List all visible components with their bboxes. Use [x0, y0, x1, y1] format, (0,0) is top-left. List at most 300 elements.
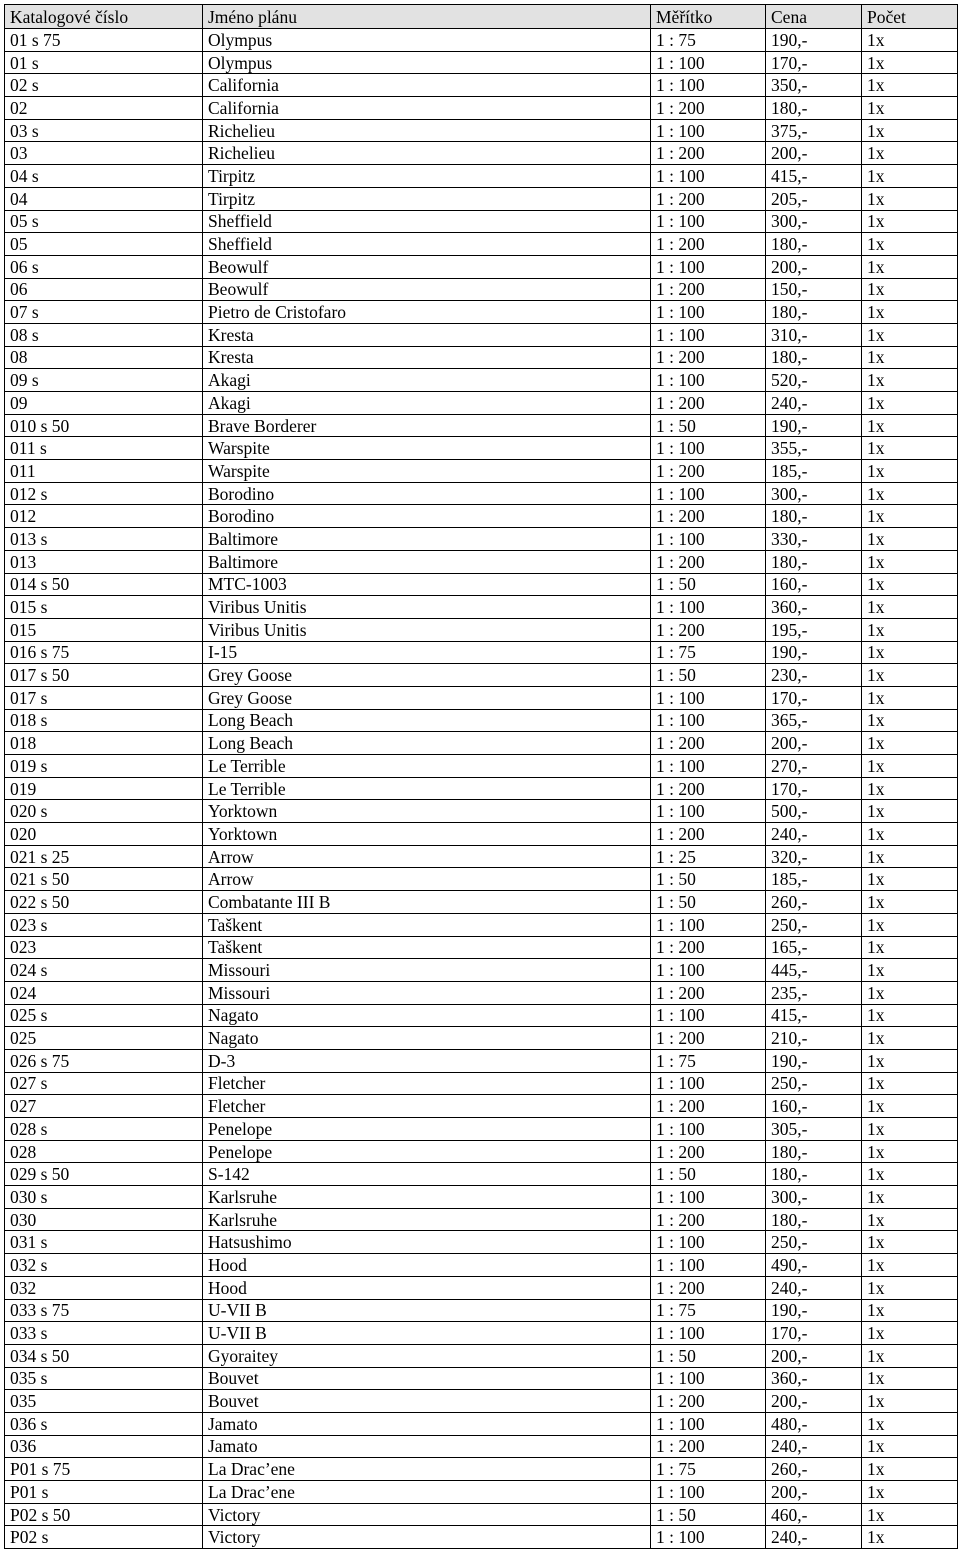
- catalog-number-cell: 06: [5, 278, 203, 301]
- count-cell: 1x: [862, 482, 958, 505]
- catalog-number-cell: 020 s: [5, 800, 203, 823]
- table-row: [5, 482, 958, 505]
- price-cell: 300,-: [766, 1186, 862, 1209]
- price-cell: 355,-: [766, 437, 862, 460]
- count-cell: 1x: [862, 777, 958, 800]
- count-cell: 1x: [862, 165, 958, 188]
- count-cell: 1x: [862, 278, 958, 301]
- price-cell: 240,-: [766, 1276, 862, 1299]
- plan-name-cell: Penelope: [203, 1118, 651, 1141]
- plan-name-cell: Warspite: [203, 460, 651, 483]
- plan-name-cell: Bouvet: [203, 1390, 651, 1413]
- price-cell: 180,-: [766, 1163, 862, 1186]
- count-cell: 1x: [862, 233, 958, 256]
- catalog-number-cell: 011 s: [5, 437, 203, 460]
- catalog-number-cell: 021 s 25: [5, 845, 203, 868]
- scale-cell: 1 : 100: [651, 1254, 766, 1277]
- table-row: [5, 800, 958, 823]
- catalog-number-cell: 05: [5, 233, 203, 256]
- table-row: [5, 1458, 958, 1481]
- table-row: [5, 1186, 958, 1209]
- table-row: [5, 278, 958, 301]
- price-cell: 240,-: [766, 1435, 862, 1458]
- table-row: [5, 1322, 958, 1345]
- table-row: [5, 868, 958, 891]
- table-row: [5, 936, 958, 959]
- scale-cell: 1 : 50: [651, 1163, 766, 1186]
- catalog-number-cell: 033 s: [5, 1322, 203, 1345]
- header-price: Cena: [766, 5, 862, 29]
- table-row: [5, 119, 958, 142]
- catalog-number-cell: 035: [5, 1390, 203, 1413]
- scale-cell: 1 : 50: [651, 414, 766, 437]
- price-cell: 170,-: [766, 1322, 862, 1345]
- price-cell: 415,-: [766, 1004, 862, 1027]
- plan-name-cell: California: [203, 97, 651, 120]
- scale-cell: 1 : 200: [651, 1435, 766, 1458]
- scale-cell: 1 : 100: [651, 74, 766, 97]
- scale-cell: 1 : 200: [651, 1208, 766, 1231]
- count-cell: 1x: [862, 1072, 958, 1095]
- plan-name-cell: Akagi: [203, 369, 651, 392]
- scale-cell: 1 : 100: [651, 1526, 766, 1549]
- price-cell: 240,-: [766, 392, 862, 415]
- scale-cell: 1 : 200: [651, 1027, 766, 1050]
- table-row: [5, 1072, 958, 1095]
- catalog-number-cell: 024: [5, 981, 203, 1004]
- plan-name-cell: Warspite: [203, 437, 651, 460]
- price-cell: 250,-: [766, 1072, 862, 1095]
- plan-name-cell: Pietro de Cristofaro: [203, 301, 651, 324]
- table-row: [5, 369, 958, 392]
- plan-name-cell: I-15: [203, 641, 651, 664]
- catalog-number-cell: 03: [5, 142, 203, 165]
- plan-name-cell: Borodino: [203, 482, 651, 505]
- scale-cell: 1 : 200: [651, 142, 766, 165]
- catalog-number-cell: P01 s 75: [5, 1458, 203, 1481]
- catalog-number-cell: 05 s: [5, 210, 203, 233]
- plan-name-cell: Nagato: [203, 1027, 651, 1050]
- count-cell: 1x: [862, 323, 958, 346]
- price-cell: 185,-: [766, 460, 862, 483]
- count-cell: 1x: [862, 1412, 958, 1435]
- count-cell: 1x: [862, 596, 958, 619]
- price-cell: 305,-: [766, 1118, 862, 1141]
- header-count: Počet: [862, 5, 958, 29]
- header-plan-name: Jméno plánu: [203, 5, 651, 29]
- price-cell: 180,-: [766, 1208, 862, 1231]
- price-cell: 200,-: [766, 732, 862, 755]
- scale-cell: 1 : 200: [651, 346, 766, 369]
- count-cell: 1x: [862, 414, 958, 437]
- table-row: [5, 913, 958, 936]
- scale-cell: 1 : 100: [651, 686, 766, 709]
- catalog-number-cell: 010 s 50: [5, 414, 203, 437]
- price-cell: 160,-: [766, 573, 862, 596]
- count-cell: 1x: [862, 641, 958, 664]
- scale-cell: 1 : 200: [651, 278, 766, 301]
- price-cell: 310,-: [766, 323, 862, 346]
- plan-name-cell: Karlsruhe: [203, 1186, 651, 1209]
- scale-cell: 1 : 100: [651, 913, 766, 936]
- plan-name-cell: Yorktown: [203, 800, 651, 823]
- plan-name-cell: Kresta: [203, 323, 651, 346]
- catalog-number-cell: 019 s: [5, 755, 203, 778]
- catalog-number-cell: 035 s: [5, 1367, 203, 1390]
- scale-cell: 1 : 100: [651, 119, 766, 142]
- scale-cell: 1 : 100: [651, 755, 766, 778]
- price-cell: 300,-: [766, 210, 862, 233]
- plan-name-cell: Jamato: [203, 1412, 651, 1435]
- count-cell: 1x: [862, 959, 958, 982]
- plan-name-cell: Baltimore: [203, 528, 651, 551]
- count-cell: 1x: [862, 119, 958, 142]
- price-cell: 260,-: [766, 891, 862, 914]
- table-row: [5, 1118, 958, 1141]
- catalog-number-cell: 018: [5, 732, 203, 755]
- catalog-number-cell: 021 s 50: [5, 868, 203, 891]
- count-cell: 1x: [862, 1435, 958, 1458]
- table-row: [5, 1004, 958, 1027]
- count-cell: 1x: [862, 709, 958, 732]
- table-row: [5, 392, 958, 415]
- plan-name-cell: Viribus Unitis: [203, 596, 651, 619]
- count-cell: 1x: [862, 210, 958, 233]
- table-row: [5, 845, 958, 868]
- count-cell: 1x: [862, 800, 958, 823]
- table-row: [5, 97, 958, 120]
- table-row: [5, 664, 958, 687]
- catalog-number-cell: 036: [5, 1435, 203, 1458]
- scale-cell: 1 : 100: [651, 165, 766, 188]
- plan-name-cell: Le Terrible: [203, 755, 651, 778]
- plan-name-cell: Missouri: [203, 981, 651, 1004]
- table-row: [5, 210, 958, 233]
- scale-cell: 1 : 100: [651, 1322, 766, 1345]
- table-row: [5, 641, 958, 664]
- count-cell: 1x: [862, 1118, 958, 1141]
- table-row: [5, 437, 958, 460]
- plan-name-cell: Tirpitz: [203, 187, 651, 210]
- count-cell: 1x: [862, 187, 958, 210]
- count-cell: 1x: [862, 528, 958, 551]
- scale-cell: 1 : 200: [651, 777, 766, 800]
- table-row: [5, 1276, 958, 1299]
- scale-cell: 1 : 200: [651, 187, 766, 210]
- scale-cell: 1 : 100: [651, 323, 766, 346]
- price-cell: 240,-: [766, 1526, 862, 1549]
- table-row: [5, 1412, 958, 1435]
- count-cell: 1x: [862, 732, 958, 755]
- table-row: [5, 74, 958, 97]
- table-row: [5, 1163, 958, 1186]
- scale-cell: 1 : 100: [651, 1186, 766, 1209]
- scale-cell: 1 : 100: [651, 1412, 766, 1435]
- table-row: [5, 505, 958, 528]
- price-cell: 150,-: [766, 278, 862, 301]
- table-row: [5, 1390, 958, 1413]
- catalog-number-cell: 023: [5, 936, 203, 959]
- count-cell: 1x: [862, 301, 958, 324]
- scale-cell: 1 : 75: [651, 1299, 766, 1322]
- table-row: [5, 1231, 958, 1254]
- plan-name-cell: Kresta: [203, 346, 651, 369]
- plan-name-cell: Jamato: [203, 1435, 651, 1458]
- count-cell: 1x: [862, 913, 958, 936]
- scale-cell: 1 : 200: [651, 97, 766, 120]
- table-row: [5, 460, 958, 483]
- price-cell: 250,-: [766, 913, 862, 936]
- scale-cell: 1 : 100: [651, 369, 766, 392]
- count-cell: 1x: [862, 1503, 958, 1526]
- price-cell: 180,-: [766, 1140, 862, 1163]
- catalog-number-cell: 017 s 50: [5, 664, 203, 687]
- catalog-number-cell: 013 s: [5, 528, 203, 551]
- plan-name-cell: California: [203, 74, 651, 97]
- count-cell: 1x: [862, 1231, 958, 1254]
- price-cell: 190,-: [766, 641, 862, 664]
- plan-name-cell: Penelope: [203, 1140, 651, 1163]
- price-cell: 200,-: [766, 255, 862, 278]
- plan-name-cell: Missouri: [203, 959, 651, 982]
- price-cell: 180,-: [766, 505, 862, 528]
- price-cell: 200,-: [766, 1344, 862, 1367]
- catalog-number-cell: 02 s: [5, 74, 203, 97]
- table-row: [5, 1140, 958, 1163]
- plan-name-cell: Olympus: [203, 51, 651, 74]
- plan-name-cell: Beowulf: [203, 278, 651, 301]
- price-cell: 200,-: [766, 142, 862, 165]
- table-row: [5, 1299, 958, 1322]
- table-row: [5, 777, 958, 800]
- scale-cell: 1 : 100: [651, 51, 766, 74]
- catalog-number-cell: 09: [5, 392, 203, 415]
- catalog-number-cell: 027: [5, 1095, 203, 1118]
- count-cell: 1x: [862, 346, 958, 369]
- scale-cell: 1 : 50: [651, 1344, 766, 1367]
- plan-name-cell: Victory: [203, 1526, 651, 1549]
- scale-cell: 1 : 200: [651, 936, 766, 959]
- scale-cell: 1 : 75: [651, 29, 766, 52]
- count-cell: 1x: [862, 1049, 958, 1072]
- catalog-number-cell: 016 s 75: [5, 641, 203, 664]
- table-row: [5, 1095, 958, 1118]
- plan-name-cell: La Drac’ene: [203, 1458, 651, 1481]
- table-row: [5, 823, 958, 846]
- catalog-number-cell: P02 s: [5, 1526, 203, 1549]
- table-row: [5, 573, 958, 596]
- count-cell: 1x: [862, 618, 958, 641]
- count-cell: 1x: [862, 29, 958, 52]
- scale-cell: 1 : 100: [651, 596, 766, 619]
- catalog-number-cell: 014 s 50: [5, 573, 203, 596]
- scale-cell: 1 : 200: [651, 460, 766, 483]
- scale-cell: 1 : 100: [651, 1004, 766, 1027]
- plan-name-cell: Long Beach: [203, 709, 651, 732]
- catalog-number-cell: 032 s: [5, 1254, 203, 1277]
- plan-name-cell: Brave Borderer: [203, 414, 651, 437]
- scale-cell: 1 : 200: [651, 233, 766, 256]
- catalog-number-cell: 028 s: [5, 1118, 203, 1141]
- table-row: [5, 1027, 958, 1050]
- catalog-number-cell: 015 s: [5, 596, 203, 619]
- scale-cell: 1 : 50: [651, 891, 766, 914]
- price-cell: 270,-: [766, 755, 862, 778]
- catalog-number-cell: 012: [5, 505, 203, 528]
- count-cell: 1x: [862, 1322, 958, 1345]
- plan-name-cell: Arrow: [203, 845, 651, 868]
- catalog-number-cell: 06 s: [5, 255, 203, 278]
- price-cell: 185,-: [766, 868, 862, 891]
- scale-cell: 1 : 100: [651, 1481, 766, 1504]
- scale-cell: 1 : 100: [651, 709, 766, 732]
- price-cell: 520,-: [766, 369, 862, 392]
- scale-cell: 1 : 200: [651, 550, 766, 573]
- plan-name-cell: Le Terrible: [203, 777, 651, 800]
- plan-name-cell: Richelieu: [203, 119, 651, 142]
- price-cell: 190,-: [766, 414, 862, 437]
- plan-name-cell: Karlsruhe: [203, 1208, 651, 1231]
- price-cell: 350,-: [766, 74, 862, 97]
- scale-cell: 1 : 100: [651, 800, 766, 823]
- price-cell: 445,-: [766, 959, 862, 982]
- scale-cell: 1 : 50: [651, 1503, 766, 1526]
- plan-name-cell: Yorktown: [203, 823, 651, 846]
- count-cell: 1x: [862, 1276, 958, 1299]
- count-cell: 1x: [862, 1254, 958, 1277]
- price-cell: 480,-: [766, 1412, 862, 1435]
- scale-cell: 1 : 200: [651, 618, 766, 641]
- price-cell: 200,-: [766, 1481, 862, 1504]
- count-cell: 1x: [862, 97, 958, 120]
- catalog-number-cell: 025: [5, 1027, 203, 1050]
- catalog-number-cell: 03 s: [5, 119, 203, 142]
- catalog-number-cell: 034 s 50: [5, 1344, 203, 1367]
- table-body: [5, 29, 958, 1549]
- scale-cell: 1 : 100: [651, 210, 766, 233]
- plan-name-cell: Nagato: [203, 1004, 651, 1027]
- catalog-number-cell: 036 s: [5, 1412, 203, 1435]
- table-row: [5, 1481, 958, 1504]
- catalog-number-cell: 020: [5, 823, 203, 846]
- plan-name-cell: Akagi: [203, 392, 651, 415]
- catalog-number-cell: 04: [5, 187, 203, 210]
- catalog-number-cell: 04 s: [5, 165, 203, 188]
- table-row: [5, 1526, 958, 1549]
- table-row: [5, 1208, 958, 1231]
- price-cell: 250,-: [766, 1231, 862, 1254]
- catalog-number-cell: 023 s: [5, 913, 203, 936]
- plan-name-cell: Fletcher: [203, 1095, 651, 1118]
- price-cell: 260,-: [766, 1458, 862, 1481]
- table-row: [5, 596, 958, 619]
- catalog-number-cell: 019: [5, 777, 203, 800]
- count-cell: 1x: [862, 1186, 958, 1209]
- scale-cell: 1 : 100: [651, 482, 766, 505]
- price-cell: 240,-: [766, 823, 862, 846]
- count-cell: 1x: [862, 1027, 958, 1050]
- count-cell: 1x: [862, 1208, 958, 1231]
- table-row: [5, 1254, 958, 1277]
- scale-cell: 1 : 75: [651, 641, 766, 664]
- plan-name-cell: Tirpitz: [203, 165, 651, 188]
- plan-name-cell: Borodino: [203, 505, 651, 528]
- plan-name-cell: U-VII B: [203, 1322, 651, 1345]
- scale-cell: 1 : 200: [651, 1140, 766, 1163]
- count-cell: 1x: [862, 891, 958, 914]
- plan-name-cell: Bouvet: [203, 1367, 651, 1390]
- plan-name-cell: S-142: [203, 1163, 651, 1186]
- price-cell: 300,-: [766, 482, 862, 505]
- plan-name-cell: Gyoraitey: [203, 1344, 651, 1367]
- count-cell: 1x: [862, 550, 958, 573]
- scale-cell: 1 : 50: [651, 868, 766, 891]
- price-cell: 460,-: [766, 1503, 862, 1526]
- count-cell: 1x: [862, 1458, 958, 1481]
- scale-cell: 1 : 100: [651, 528, 766, 551]
- plan-name-cell: La Drac’ene: [203, 1481, 651, 1504]
- price-cell: 320,-: [766, 845, 862, 868]
- table-row: [5, 301, 958, 324]
- table-row: [5, 959, 958, 982]
- catalog-number-cell: 028: [5, 1140, 203, 1163]
- catalog-number-cell: 02: [5, 97, 203, 120]
- plan-name-cell: Beowulf: [203, 255, 651, 278]
- count-cell: 1x: [862, 936, 958, 959]
- count-cell: 1x: [862, 505, 958, 528]
- scale-cell: 1 : 50: [651, 664, 766, 687]
- count-cell: 1x: [862, 1367, 958, 1390]
- catalog-number-cell: 027 s: [5, 1072, 203, 1095]
- price-cell: 170,-: [766, 777, 862, 800]
- table-row: [5, 618, 958, 641]
- table-row: [5, 255, 958, 278]
- plan-name-cell: Olympus: [203, 29, 651, 52]
- table-row: [5, 732, 958, 755]
- price-cell: 375,-: [766, 119, 862, 142]
- catalog-number-cell: 029 s 50: [5, 1163, 203, 1186]
- catalog-number-cell: 011: [5, 460, 203, 483]
- count-cell: 1x: [862, 392, 958, 415]
- table-row: [5, 528, 958, 551]
- header-scale: Měřítko: [651, 5, 766, 29]
- price-cell: 210,-: [766, 1027, 862, 1050]
- price-cell: 190,-: [766, 1299, 862, 1322]
- scale-cell: 1 : 100: [651, 301, 766, 324]
- plan-name-cell: Taškent: [203, 936, 651, 959]
- catalog-table: [4, 4, 958, 1549]
- plan-name-cell: Long Beach: [203, 732, 651, 755]
- count-cell: 1x: [862, 51, 958, 74]
- table-row: [5, 29, 958, 52]
- catalog-number-cell: 031 s: [5, 1231, 203, 1254]
- table-row: [5, 414, 958, 437]
- table-row: [5, 51, 958, 74]
- catalog-number-cell: 022 s 50: [5, 891, 203, 914]
- count-cell: 1x: [862, 142, 958, 165]
- scale-cell: 1 : 200: [651, 392, 766, 415]
- table-row: [5, 1049, 958, 1072]
- table-row: [5, 891, 958, 914]
- plan-name-cell: Combatante III B: [203, 891, 651, 914]
- scale-cell: 1 : 100: [651, 1367, 766, 1390]
- table-row: [5, 686, 958, 709]
- plan-name-cell: Grey Goose: [203, 664, 651, 687]
- count-cell: 1x: [862, 1004, 958, 1027]
- scale-cell: 1 : 200: [651, 1095, 766, 1118]
- plan-name-cell: Viribus Unitis: [203, 618, 651, 641]
- count-cell: 1x: [862, 664, 958, 687]
